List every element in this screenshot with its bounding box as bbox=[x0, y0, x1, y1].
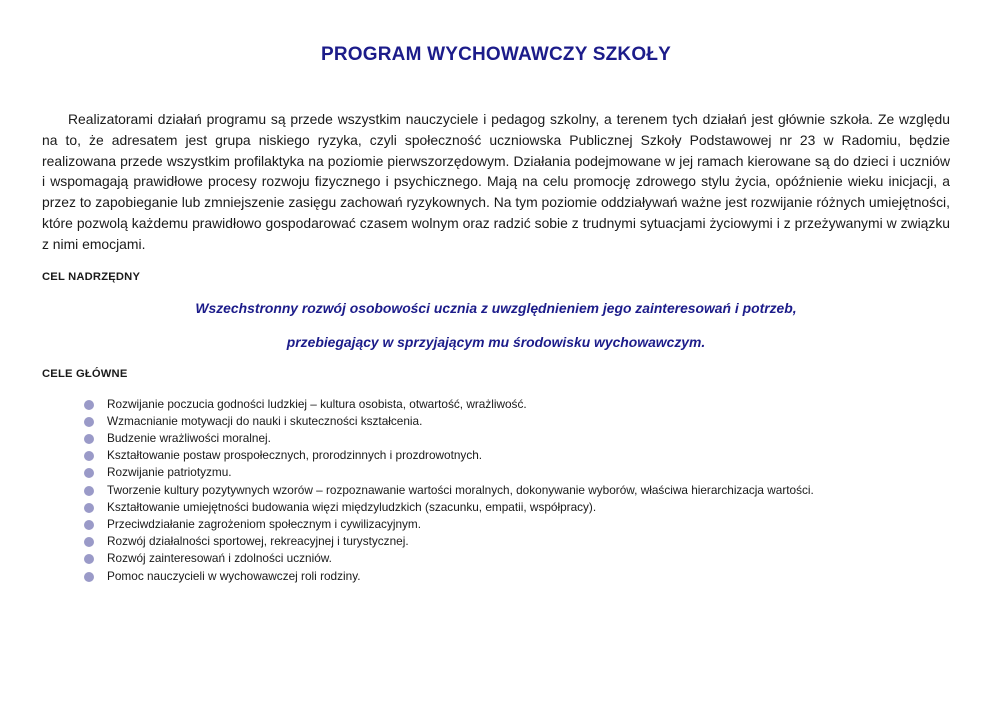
list-item bbox=[84, 413, 950, 430]
document-title: PROGRAM WYCHOWAWCZY SZKOŁY bbox=[320, 44, 671, 65]
list-item bbox=[84, 516, 950, 533]
bullet-dot-icon bbox=[84, 554, 94, 564]
list-item-text: Rozwój działalności sportowej, rekreacyjnej i turystycznej. bbox=[107, 534, 409, 549]
list-item bbox=[84, 499, 950, 516]
list-item bbox=[84, 533, 950, 550]
bullet-dot-icon bbox=[84, 537, 94, 547]
list-item-text: Rozwój zainteresowań i zdolności uczniów. bbox=[107, 551, 332, 566]
list-item bbox=[84, 396, 950, 413]
list-item bbox=[84, 482, 950, 499]
overarching-goal-heading: CEL NADRZĘDNY bbox=[42, 270, 141, 283]
main-goals-heading: CELE GŁÓWNE bbox=[42, 367, 128, 380]
list-item bbox=[84, 464, 950, 481]
list-item bbox=[84, 430, 950, 447]
overarching-goal-line-1: Wszechstronny rozwój osobowości ucznia z uwzględnieniem jego zainteresowań i potrzeb, bbox=[195, 299, 797, 316]
list-item-text: Kształtowanie postaw prospołecznych, prorodzinnych i prozdrowotnych. bbox=[107, 448, 483, 463]
list-item-text: Przeciwdziałanie zagrożeniom społecznym i cywilizacyjnym. bbox=[107, 517, 422, 531]
bullet-dot-icon bbox=[84, 434, 94, 444]
list-item bbox=[84, 447, 950, 464]
list-item bbox=[84, 568, 950, 585]
bullet-dot-icon bbox=[84, 572, 94, 582]
bullet-dot-icon bbox=[84, 400, 94, 410]
list-item-text: Pomoc nauczycieli w wychowawczej roli rodziny. bbox=[107, 568, 361, 583]
list-item-text: Wzmacnianie motywacji do nauki i skuteczności kształcenia. bbox=[107, 413, 423, 428]
list-item-text: Budzenie wrażliwości moralnej. bbox=[107, 430, 271, 445]
bullet-dot-icon bbox=[84, 451, 94, 461]
list-item-text: Rozwijanie poczucia godności ludzkiej – kultura osobista, otwartość, wrażliwość. bbox=[107, 396, 527, 411]
list-item-text: Rozwijanie patriotyzmu. bbox=[107, 465, 232, 480]
intro-paragraph: Realizatorami działań programu są przede wszystkim nauczyciele i pedagog szkolny, a terenem tych działań jest głównie szkoła. Ze względu na to, że adresatem jest grupa niskiego ryzyka, czyli społeczność uczniowska Publicznej Szkoły Podstawowej nr 23 w Radomiu, będzie realizowana przede wszystkim profilaktyka na poziomie pierwszorzędowym. Działania podejmowane w jej ramach kierowane są do dzieci i uczniów i wspomagają prawidłowe procesy rozwoju fizycznego i psychicznego. Mają na celu promocję zdrowego stylu życia, opóźnienie wieku inicjacji, a przez to zapobieganie lub zmniejszenie zasięgu zachowań ryzykownych. Na tym poziomie oddziaływań ważne jest rozwijanie różnych umiejętności, które pozwolą każdemu prawidłowo gospodarować czasem wolnym oraz radzić sobie z trudnymi sytuacjami życiowymi i z przeżywanymi w związku z nimi emocjami. bbox=[42, 111, 950, 252]
list-item-text: Kształtowanie umiejętności budowania więzi międzyludzkich (szacunku, empatii, współpracy). bbox=[107, 499, 597, 514]
bullet-dot-icon bbox=[84, 520, 94, 530]
list-item-text: Tworzenie kultury pozytywnych wzorów – rozpoznawanie wartości moralnych, dokonywanie wyborów, właściwa hierarchizacja wartości. bbox=[107, 482, 814, 497]
bullet-dot-icon bbox=[84, 417, 94, 427]
bullet-dot-icon bbox=[84, 503, 94, 513]
list-item bbox=[84, 550, 950, 567]
overarching-goal-line-2: przebiegający w sprzyjającym mu środowisku wychowawczym. bbox=[286, 333, 706, 350]
bullet-dot-icon bbox=[84, 486, 94, 496]
bullet-dot-icon bbox=[84, 468, 94, 478]
main-goals-list bbox=[42, 396, 950, 585]
